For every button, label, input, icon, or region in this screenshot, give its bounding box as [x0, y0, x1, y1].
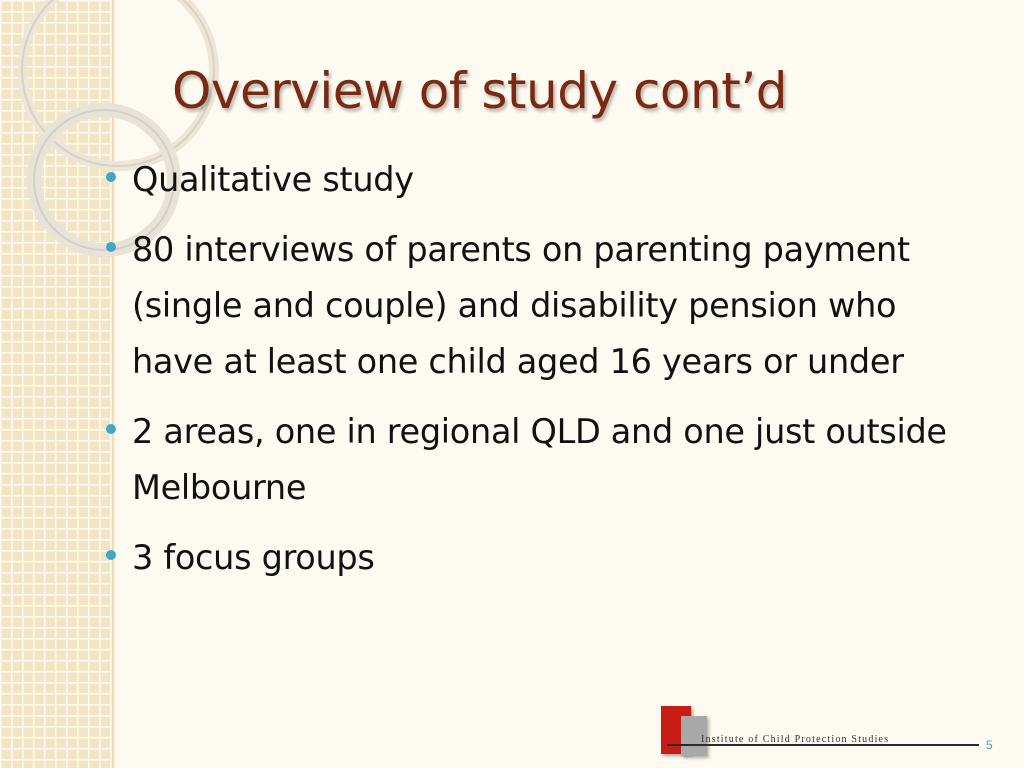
bullet-text: 3 focus groups [132, 538, 375, 577]
bullet-dot-icon [106, 550, 116, 560]
bullet-dot-icon [106, 242, 116, 252]
bullet-text: 2 areas, one in regional QLD and one just outside Melbourne [132, 412, 947, 507]
bullet-list [104, 152, 954, 600]
bullet-item [104, 222, 954, 390]
bullet-item [104, 530, 954, 586]
bullet-text: Qualitative study [132, 160, 414, 199]
bullet-dot-icon [106, 424, 116, 434]
bullet-item [104, 152, 954, 208]
bullet-text: 80 interviews of parents on parenting payment (single and couple) and disability pension who have at least one child aged 16 years or under [132, 230, 910, 381]
slide-title: Overview of study cont’d [172, 62, 787, 120]
bullet-item [104, 404, 954, 516]
bullet-dot-icon [106, 172, 116, 182]
institute-logo [657, 706, 987, 758]
logo-text: Institute of Child Protection Studies [701, 734, 890, 745]
page-number: 5 [986, 738, 993, 752]
